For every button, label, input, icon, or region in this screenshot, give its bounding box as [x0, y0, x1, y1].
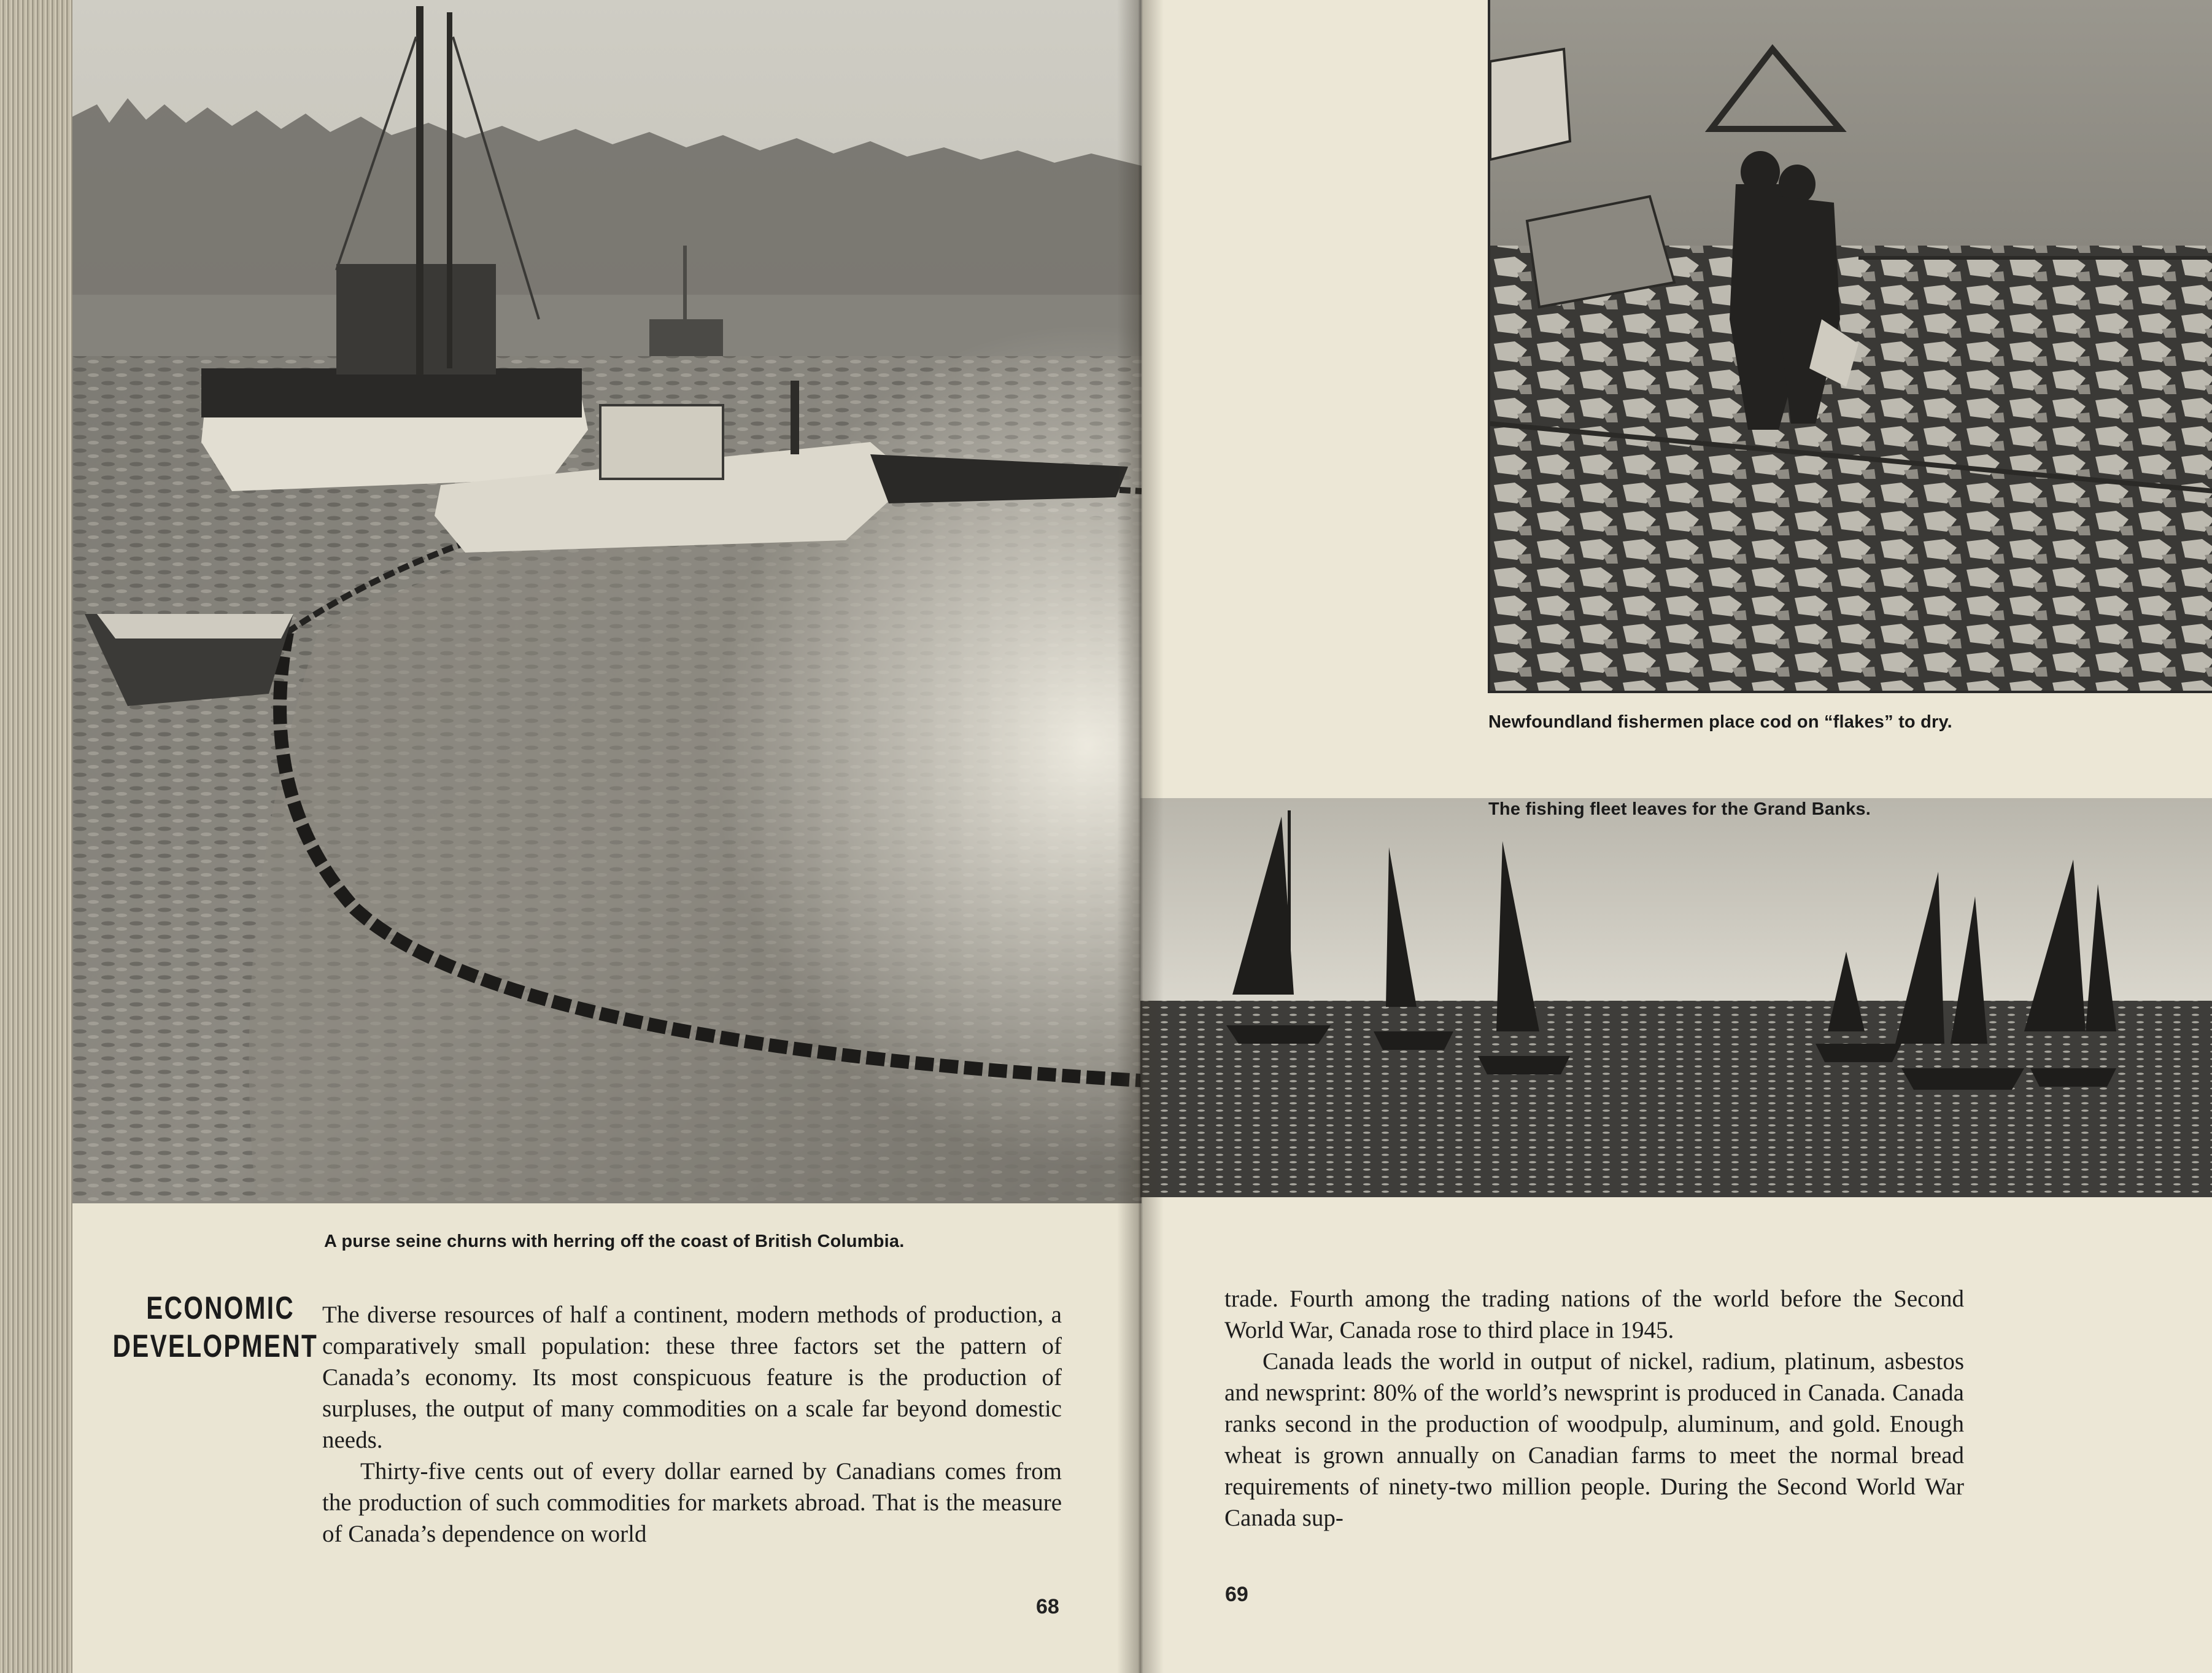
left-paragraph-2: Thirty-five cents out of every dollar earned by Canadians comes from the production of such commodities for markets abroad. That is the measure of Canada’s dependence on world [322, 1458, 1062, 1547]
fishing-fleet-photo [1140, 798, 2212, 1197]
cod-flakes-caption: Newfoundland fishermen place cod on “flakes” to dry. [1488, 712, 1952, 732]
page-number-right: 69 [1225, 1583, 1248, 1606]
left-paragraph-1: The diverse resources of half a continent, modern methods of production, a comparatively small population: these three factors set the pattern of Canada’s economy. Its most conspicuous feature is the production of surpluses, the output of many commodities on a scale far beyond domestic needs. [322, 1302, 1062, 1453]
page-number-left: 68 [1036, 1595, 1059, 1618]
right-paragraph-2: Canada leads the world in output of nickel, radium, platinum, asbestos and newsprint: 80% of the world’s newsprint is produced in Canada. Canada ranks second in the production of woodpulp, aluminum, and gold. Enough wheat is grown annually on Canadian farms to meet the normal bread requirements of ninety-two million people. During the Second World War Canada sup- [1224, 1348, 1964, 1531]
purse-seine-caption: A purse seine churns with herring off the coast of British Columbia. [324, 1232, 905, 1251]
right-paragraph-1: trade. Fourth among the trading nations of the world before the Second World War, Canada rose to third place in 1945. [1224, 1286, 1964, 1343]
heading-line-development: DEVELOPMENT [112, 1329, 319, 1364]
book-gutter [1117, 0, 1164, 1673]
purse-seine-photo [72, 0, 1142, 1203]
cod-flakes-photo [1488, 0, 2212, 693]
fishing-fleet-caption: The fishing fleet leaves for the Grand Banks. [1488, 799, 1871, 819]
left-page-body [322, 1299, 1062, 1550]
heading-line-economic: ECONOMIC [146, 1291, 295, 1326]
section-heading [61, 1289, 319, 1365]
book-page-edges [0, 0, 72, 1673]
right-page-body [1224, 1283, 1964, 1534]
